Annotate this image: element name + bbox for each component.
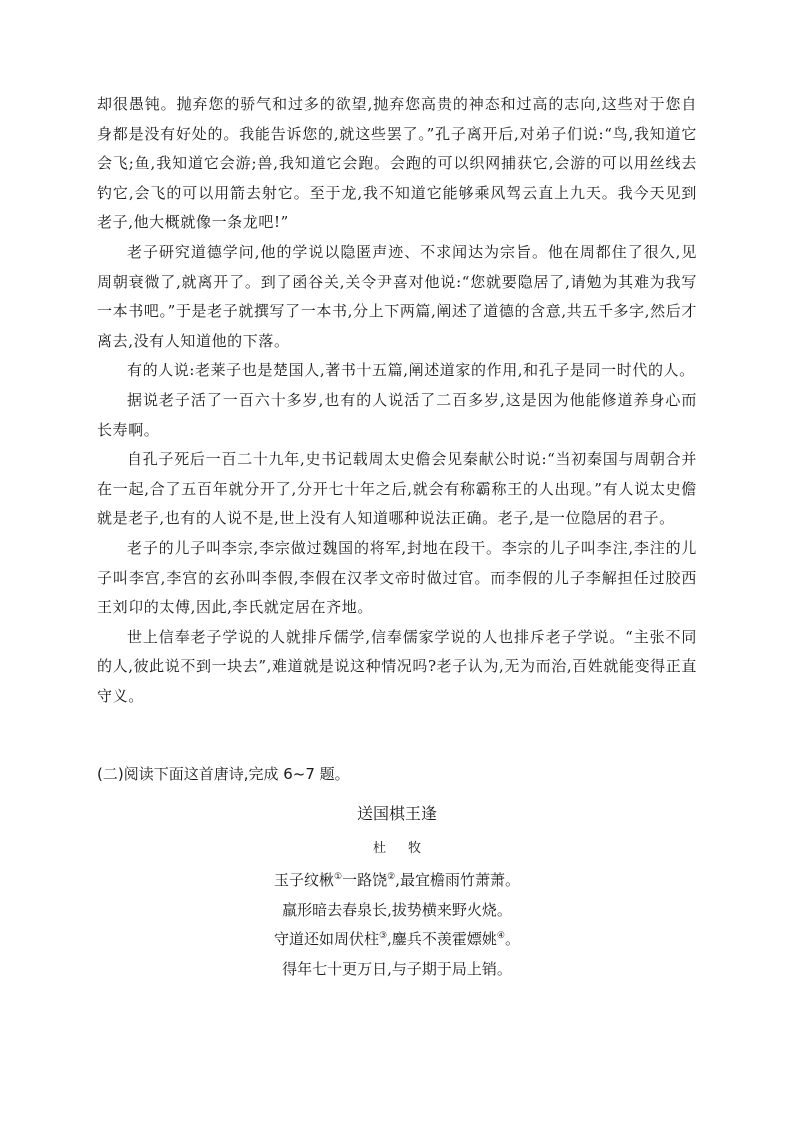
poem-line: 羸形暗去春泉长,拔势横来野火烧。 xyxy=(282,900,512,919)
poem-title: 送国棋王逢 xyxy=(356,804,437,823)
paragraph: 世上信奉老子学说的人就排斥儒学,信奉儒家学说的人也排斥老子学说。“主张不同的人,彼此说不到一块去”,难道就是说这种情况吗?老子认为,无为而治,百姓就能变得正直守义。 xyxy=(97,627,697,705)
poem-author xyxy=(0,838,794,860)
paragraph: 有的人说:老莱子也是楚国人,著书十五篇,阐述道家的作用,和孔子是同一时代的人。 xyxy=(127,361,695,380)
paragraph: 自孔子死后一百二十九年,史书记载周太史儋会见秦献公时说:“当初秦国与周朝合并在一起,合了五百年就分开了,分开七十年之后,就会有称霸称王的人出现。”有人说太史儋就是老子,也有的人说不是,世上没有人知道哪种说法正确。老子,是一位隐居的君子。 xyxy=(97,450,697,528)
poem-line: 玉子纹楸①一路饶②,最宜檐雨竹萧萧。 xyxy=(274,871,520,889)
paragraph: 老子研究道德学问,他的学说以隐匿声迹、不求闻达为宗旨。他在周都住了很久,见周朝衰微了,就离开了。到了函谷关,关令尹喜对他说:“您就要隐居了,请勉为其难为我写一本书吧。”于是老子就撰写了一本书,分上下两篇,阐述了道德的含意,共五千多字,然后才离去,没有人知道他的下落。 xyxy=(97,242,697,350)
author-char: 牧 xyxy=(408,841,422,856)
author-char: 杜 xyxy=(372,841,386,856)
poem-line: 得年七十更万日,与子期于局上销。 xyxy=(282,959,512,978)
paragraph: 老子的儿子叫李宗,李宗做过魏国的将军,封地在段干。李宗的儿子叫李注,李注的儿子叫李宫,李宫的玄孙叫李假,李假在汉孝文帝时做过官。而李假的儿子李解担任过胶西王刘卬的太傅,因此,李氏就定居在齐地。 xyxy=(97,538,697,617)
poem-lines xyxy=(0,866,794,984)
poem-line: 守道还如周伏柱③,鏖兵不羡霍嫖姚④。 xyxy=(274,930,520,948)
footnote-marker: ② xyxy=(387,872,396,882)
footnote-marker: ④ xyxy=(496,931,505,941)
section-heading: (二)阅读下面这首唐诗,完成 6~7 题。 xyxy=(97,765,350,783)
paragraph: 却很愚钝。抛弃您的骄气和过多的欲望,抛弃您高贵的神态和过高的志向,这些对于您自身都是没有好处的。我能告诉您的,就这些罢了。”孔子离开后,对弟子们说:“鸟,我知道它会飞;鱼,我知道它会游;兽,我知道它会跑。会跑的可以织网捕获它,会游的可以用丝线去钓它,会飞的可以用箭去射它。至于龙,我不知道它能够乘风驾云直上九天。我今天见到老子,他大概就像一条龙吧!” xyxy=(97,95,697,232)
footnote-marker: ③ xyxy=(379,931,388,941)
paragraph: 据说老子活了一百六十多岁,也有的人说活了二百多岁,这是因为他能修道养身心而长寿啊。 xyxy=(97,390,697,439)
prose-body xyxy=(97,90,697,711)
footnote-marker: ① xyxy=(334,872,343,882)
